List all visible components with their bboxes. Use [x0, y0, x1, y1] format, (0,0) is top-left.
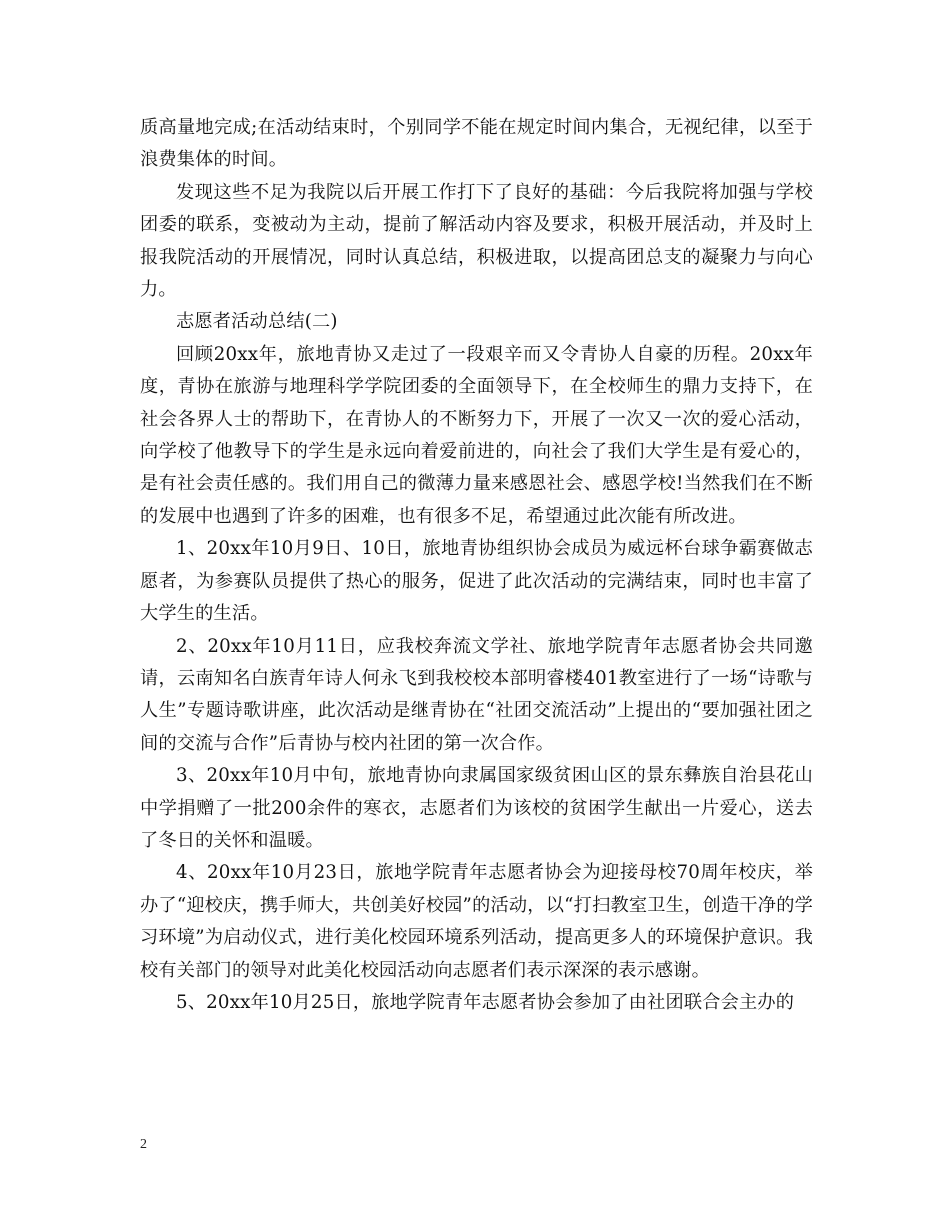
- document-page: [140, 112, 813, 1019]
- list-item-4: 4、20xx年10月23日，旅地学院青年志愿者协会为迎接母校70周年校庆，举办了“迎校庆，携手师大，共创美好校园”的活动，以“打扫教室卫生，创造干净的学习环境”为启动仪式，进行美化校园环境系列活动，提高更多人的环境保护意识。我校有关部门的领导对此美化校园活动向志愿者们表示深深的表示感谢。: [140, 862, 813, 981]
- list-item-3: 3、20xx年10月中旬，旅地青协向隶属国家级贫困山区的景东彝族自治县花山中学捐赠了一批200余件的寒衣，志愿者们为该校的贫困学生献出一片爱心，送去了冬日的关怀和温暖。: [140, 765, 813, 851]
- list-item-1: 1、20xx年10月9日、10日，旅地青协组织协会成员为威远杯台球争霸赛做志愿者，为参赛队员提供了热心的服务，促进了此次活动的完满结束，同时也丰富了大学生的生活。: [140, 538, 813, 625]
- paragraph-continuation: 质高量地完成;在活动结束时，个别同学不能在规定时间内集合，无视纪律，以至于浪费集体的时间。: [140, 117, 813, 171]
- paragraph-review: 回顾20xx年，旅地青协又走过了一段艰辛而又令青协人自豪的历程。20xx年度，青协在旅游与地理科学学院团委的全面领导下，在全校师生的鼎力支持下，在社会各界人士的帮助下，在青协人的不断努力下，开展了一次又一次的爱心活动，向学校了他教导下的学生是永远向着爱前进的，向社会了我们大学生是有爱心的，是有社会责任感的。我们用自己的微薄力量来感恩社会、感恩学校!当然我们在不断的发展中也遇到了许多的困难，也有很多不足，希望通过此次能有所改进。: [140, 343, 813, 527]
- list-item-5: 5、20xx年10月25日，旅地学院青年志愿者协会参加了由社团联合会主办的: [176, 991, 795, 1013]
- list-item-2: 2、20xx年10月11日，应我校奔流文学社、旅地学院青年志愿者协会共同邀请，云南知名白族青年诗人何永飞到我校校本部明睿楼401教室进行了一场“诗歌与人生”专题诗歌讲座，此次活动是继青协在“社团交流活动”上提出的“要加强社团之间的交流与合作”后青协与校内社团的第一次合作。: [140, 635, 813, 754]
- section-heading: 志愿者活动总结(二): [176, 311, 338, 333]
- page-number: 2: [140, 1137, 147, 1152]
- paragraph-shortcomings: 发现这些不足为我院以后开展工作打下了良好的基础：今后我院将加强与学校团委的联系，变被动为主动，提前了解活动内容及要求，积极开展活动，并及时上报我院活动的开展情况，同时认真总结，积极进取，以提高团总支的凝聚力与向心力。: [140, 181, 813, 301]
